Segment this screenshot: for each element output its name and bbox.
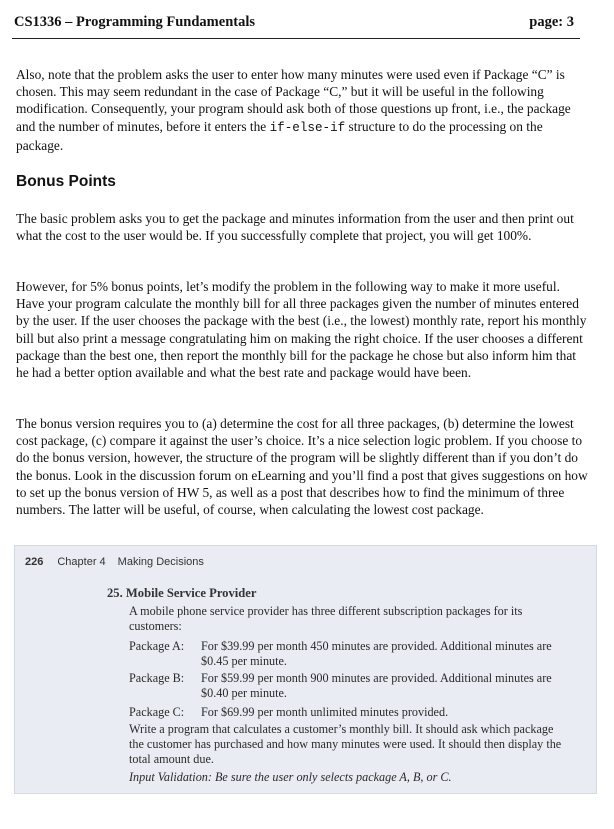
intro-paragraph — [16, 66, 590, 154]
package-b-text: For $59.99 per month 900 minutes are provided. Additional minutes are $0.40 per minute. — [201, 671, 552, 700]
package-b-label: Package B: — [129, 671, 185, 685]
exercise-description: A mobile phone service provider has three different subscription packages for its customers: — [129, 604, 523, 633]
exercise-title: 25. Mobile Service Provider — [107, 586, 257, 600]
textbook-chapter-title: Making Decisions — [117, 556, 204, 568]
package-a-label: Package A: — [129, 639, 185, 653]
input-validation: Input Validation: Be sure the user only selects package A, B, or C. — [129, 770, 452, 784]
bonus-heading: Bonus Points — [16, 173, 116, 190]
bonus-paragraph-1: The basic problem asks you to get the package and minutes information from the user and then print out what the cost to the user would be. If you successfully complete that project, you will get 100%. — [16, 211, 574, 244]
package-c-text: For $69.99 per month unlimited minutes provided. — [201, 705, 449, 719]
header-rule — [12, 38, 580, 39]
page-header — [14, 14, 574, 31]
package-a-text: For $39.99 per month 450 minutes are provided. Additional minutes are $0.45 per minute. — [201, 639, 552, 668]
page-number: page: 3 — [529, 14, 574, 30]
textbook-chapter: Chapter 4 — [57, 556, 106, 568]
textbook-excerpt — [14, 545, 597, 794]
intro-text-1: Also, note that the problem asks the user to enter how many minutes were used even if Package “C” is chosen. This may seem redundant in the case of Package “C,” but it will be useful in the following modification. Consequently, your program should ask both of those questions up front, i.e., the package and the number of minutes, before it enters the — [16, 67, 571, 134]
textbook-header — [25, 556, 204, 568]
intro-text-2: structure to do the processing on the package. — [16, 118, 543, 153]
package-c-label: Package C: — [129, 705, 185, 719]
package-b-row — [129, 671, 569, 701]
course-title: CS1336 – Programming Fundamentals — [14, 14, 256, 30]
package-a-row — [129, 639, 569, 669]
bonus-paragraph-2: However, for 5% bonus points, let’s modify the problem in the following way to make it more useful. Have your program calculate the monthly bill for all three packages given the number of minutes entered by the user. If the user chooses the package with the best (i.e., the lowest) monthly rate, report his monthly bill but also print a message congratulating him on making the right choice. If the user chooses a different package than the best one, then report the monthly bill for the package he chose but also inform him that he had a better option available and what the best rate and package would have been. — [16, 279, 587, 381]
exercise-instructions: Write a program that calculates a customer’s monthly bill. It should ask which package the customer has purchased and how many minutes were used. It should then display the total amount due. — [129, 722, 562, 766]
package-c-row — [129, 705, 569, 720]
intro-code: if-else-if — [269, 120, 346, 135]
textbook-page-number: 226 — [25, 556, 44, 568]
bonus-paragraph-3: The bonus version requires you to (a) determine the cost for all three packages, (b) determine the lowest cost package, (c) compare it against the user’s choice. It’s a nice selection logic problem. If you choose to do the bonus version, however, the structure of the program will be slightly different than if you don’t do the bonus. Look in the discussion forum on eLearning and you’ll find a post that gives suggestions on how to set up the bonus version of HW 5, as well as a post that describes how to find the minimum of three numbers. The latter will be useful, of course, when calculating the lowest cost package. — [16, 416, 588, 518]
